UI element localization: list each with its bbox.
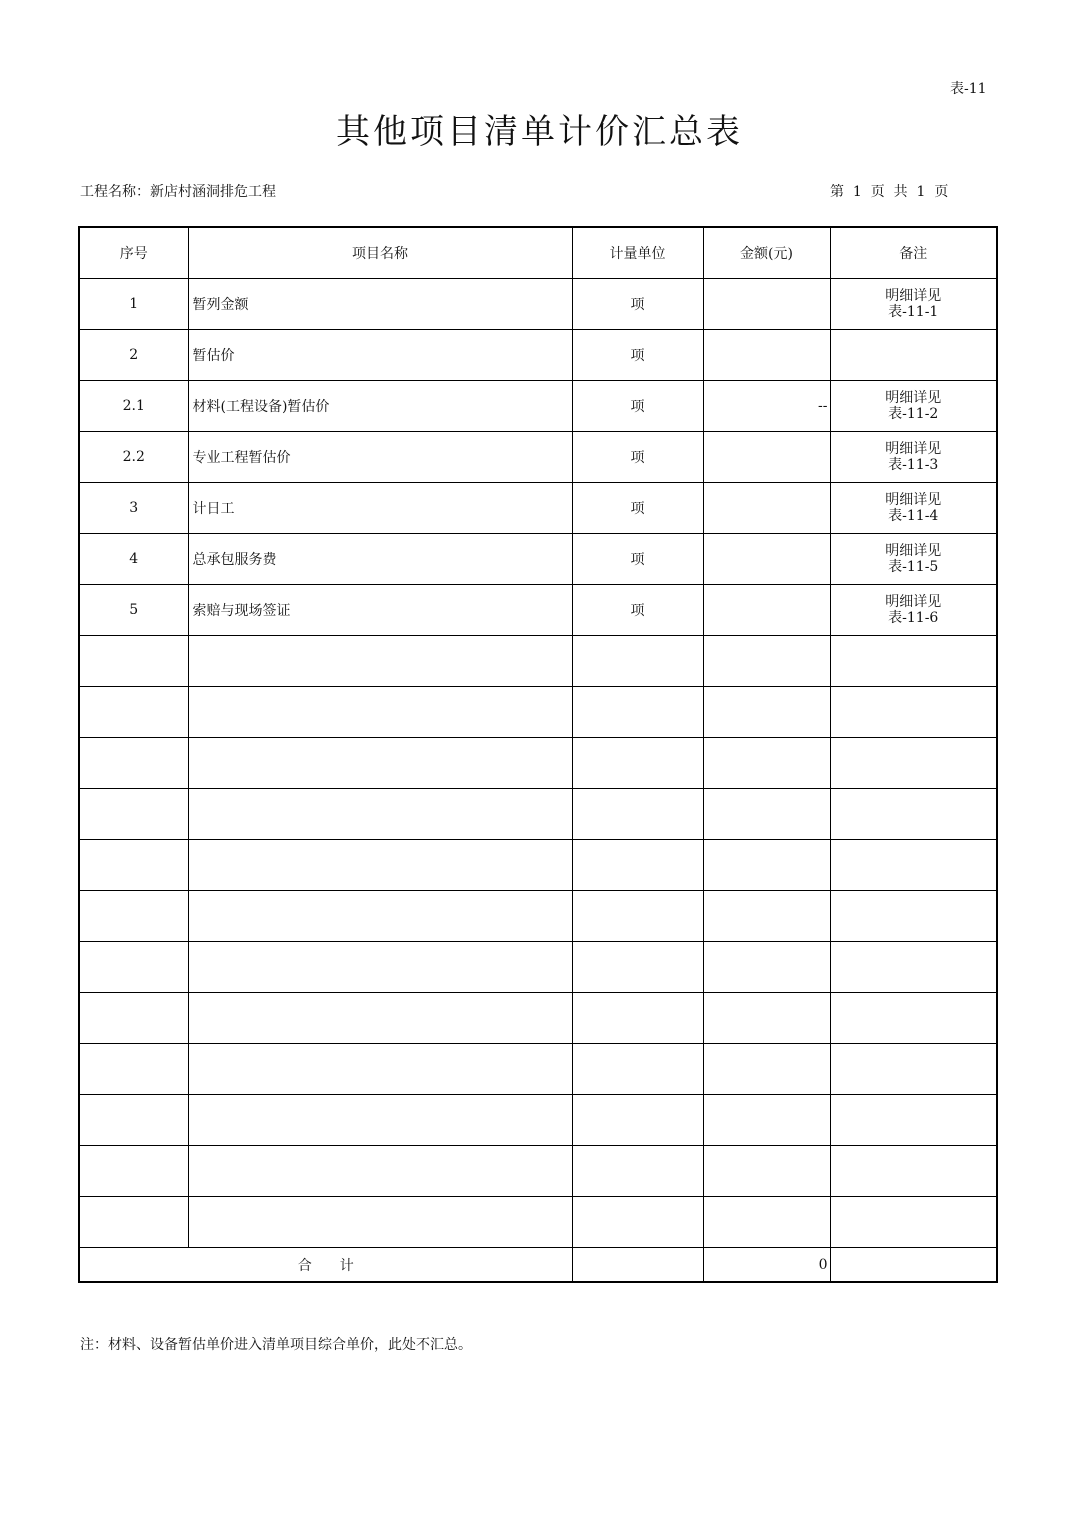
row-note-cell	[830, 534, 997, 585]
row-seq-cell	[79, 942, 188, 993]
row-amount-cell	[703, 942, 830, 993]
row-seq-cell	[79, 636, 188, 687]
table-row	[79, 687, 997, 738]
table-row	[79, 279, 997, 330]
row-name-cell	[188, 1044, 572, 1095]
note-line-2: 表-11-6	[888, 610, 939, 626]
note-line-2: 表-11-3	[888, 457, 939, 473]
row-name-cell	[188, 1095, 572, 1146]
note-line-1: 明细详见	[885, 594, 942, 610]
row-unit-cell	[572, 789, 703, 840]
row-unit-cell	[572, 1044, 703, 1095]
table-row	[79, 993, 997, 1044]
row-seq-cell	[79, 1197, 188, 1248]
row-name-cell	[188, 1197, 572, 1248]
column-header-seq: 序号	[79, 227, 188, 279]
row-seq-cell: 2.1	[79, 381, 188, 432]
row-amount-cell	[703, 330, 830, 381]
row-note-cell	[830, 585, 997, 636]
table-row	[79, 1197, 997, 1248]
row-note-cell	[830, 1095, 997, 1146]
row-amount-cell	[703, 636, 830, 687]
table-row	[79, 891, 997, 942]
row-note-cell	[830, 1197, 997, 1248]
row-name-cell	[188, 942, 572, 993]
row-amount-cell	[703, 432, 830, 483]
total-note-cell	[830, 1248, 997, 1283]
total-amount: 0	[703, 1248, 830, 1283]
table-row	[79, 840, 997, 891]
table-row	[79, 1146, 997, 1197]
total-label: 合 计	[79, 1248, 572, 1283]
row-amount-cell	[703, 993, 830, 1044]
row-note-cell	[830, 993, 997, 1044]
row-seq-cell	[79, 891, 188, 942]
row-seq-cell: 5	[79, 585, 188, 636]
row-seq-cell	[79, 993, 188, 1044]
total-row	[79, 1248, 997, 1283]
row-unit-cell	[572, 636, 703, 687]
row-amount-cell: --	[703, 381, 830, 432]
table-row	[79, 738, 997, 789]
row-seq-cell	[79, 840, 188, 891]
row-name-cell: 索赔与现场签证	[188, 585, 572, 636]
project-name: 新店村涵洞排危工程	[150, 184, 276, 200]
row-amount-cell	[703, 840, 830, 891]
row-note-cell	[830, 891, 997, 942]
row-seq-cell	[79, 738, 188, 789]
table-row	[79, 636, 997, 687]
row-amount-cell	[703, 1095, 830, 1146]
row-name-cell: 材料(工程设备)暂估价	[188, 381, 572, 432]
note-line-1: 明细详见	[885, 288, 942, 304]
row-name-cell: 计日工	[188, 483, 572, 534]
table-row	[79, 942, 997, 993]
row-note-cell	[830, 1146, 997, 1197]
note-line-1: 明细详见	[885, 492, 942, 508]
row-unit-cell: 项	[572, 381, 703, 432]
row-name-cell	[188, 789, 572, 840]
row-amount-cell	[703, 534, 830, 585]
row-seq-cell	[79, 789, 188, 840]
row-unit-cell: 项	[572, 483, 703, 534]
row-amount-cell	[703, 1197, 830, 1248]
row-name-cell	[188, 687, 572, 738]
note-line-2: 表-11-1	[888, 304, 939, 320]
note-line-2: 表-11-5	[888, 559, 939, 575]
row-name-cell: 专业工程暂估价	[188, 432, 572, 483]
row-name-cell	[188, 993, 572, 1044]
row-seq-cell	[79, 1044, 188, 1095]
row-note-cell	[830, 483, 997, 534]
row-seq-cell: 4	[79, 534, 188, 585]
row-note-cell	[830, 432, 997, 483]
row-seq-cell: 2	[79, 330, 188, 381]
row-note-cell	[830, 279, 997, 330]
column-header-name: 项目名称	[188, 227, 572, 279]
row-unit-cell: 项	[572, 279, 703, 330]
row-name-cell	[188, 840, 572, 891]
row-amount-cell	[703, 585, 830, 636]
row-note-cell	[830, 840, 997, 891]
row-name-cell	[188, 738, 572, 789]
page-title: 其他项目清单计价汇总表	[336, 112, 743, 152]
row-name-cell	[188, 891, 572, 942]
row-name-cell	[188, 1146, 572, 1197]
note-line-2: 表-11-2	[888, 406, 939, 422]
column-header-amount: 金额(元)	[703, 227, 830, 279]
table-body	[79, 227, 997, 1282]
row-note-cell	[830, 330, 997, 381]
row-amount-cell	[703, 789, 830, 840]
row-unit-cell	[572, 1095, 703, 1146]
row-amount-cell	[703, 891, 830, 942]
row-seq-cell: 1	[79, 279, 188, 330]
table-row	[79, 1095, 997, 1146]
total-unit-cell	[572, 1248, 703, 1283]
row-amount-cell	[703, 1146, 830, 1197]
row-note-cell	[830, 381, 997, 432]
table-row	[79, 534, 997, 585]
row-amount-cell	[703, 738, 830, 789]
note-line-1: 明细详见	[885, 441, 942, 457]
row-name-cell: 暂列金额	[188, 279, 572, 330]
row-amount-cell	[703, 279, 830, 330]
table-row	[79, 585, 997, 636]
row-unit-cell	[572, 891, 703, 942]
row-unit-cell: 项	[572, 534, 703, 585]
project-name-line	[80, 181, 276, 201]
table-row	[79, 1044, 997, 1095]
row-unit-cell: 项	[572, 432, 703, 483]
table-row	[79, 330, 997, 381]
table-row	[79, 789, 997, 840]
row-note-cell	[830, 942, 997, 993]
row-note-cell	[830, 789, 997, 840]
column-header-note: 备注	[830, 227, 997, 279]
note-line-1: 明细详见	[885, 543, 942, 559]
row-name-cell: 总承包服务费	[188, 534, 572, 585]
table-number: 表-11	[950, 81, 987, 97]
table-header-row	[79, 227, 997, 279]
row-seq-cell	[79, 1095, 188, 1146]
column-header-unit: 计量单位	[572, 227, 703, 279]
row-unit-cell	[572, 942, 703, 993]
table-row	[79, 432, 997, 483]
summary-table	[78, 226, 998, 1283]
row-note-cell	[830, 687, 997, 738]
row-unit-cell	[572, 1197, 703, 1248]
row-unit-cell	[572, 993, 703, 1044]
footer-note: 注：材料、设备暂估单价进入清单项目综合单价，此处不汇总。	[80, 1337, 472, 1353]
row-unit-cell	[572, 738, 703, 789]
row-note-cell	[830, 738, 997, 789]
note-line-2: 表-11-4	[888, 508, 939, 524]
note-line-1: 明细详见	[885, 390, 942, 406]
row-note-cell	[830, 636, 997, 687]
table-row	[79, 381, 997, 432]
row-seq-cell: 2.2	[79, 432, 188, 483]
row-note-cell	[830, 1044, 997, 1095]
row-amount-cell	[703, 687, 830, 738]
row-seq-cell: 3	[79, 483, 188, 534]
row-amount-cell	[703, 1044, 830, 1095]
row-amount-cell	[703, 483, 830, 534]
row-seq-cell	[79, 1146, 188, 1197]
row-unit-cell	[572, 1146, 703, 1197]
table-row	[79, 483, 997, 534]
row-unit-cell	[572, 840, 703, 891]
project-label: 工程名称：	[80, 184, 150, 200]
row-unit-cell: 项	[572, 585, 703, 636]
row-seq-cell	[79, 687, 188, 738]
row-unit-cell	[572, 687, 703, 738]
row-name-cell: 暂估价	[188, 330, 572, 381]
page-info: 第 1 页 共 1 页	[830, 184, 949, 200]
row-unit-cell: 项	[572, 330, 703, 381]
row-name-cell	[188, 636, 572, 687]
